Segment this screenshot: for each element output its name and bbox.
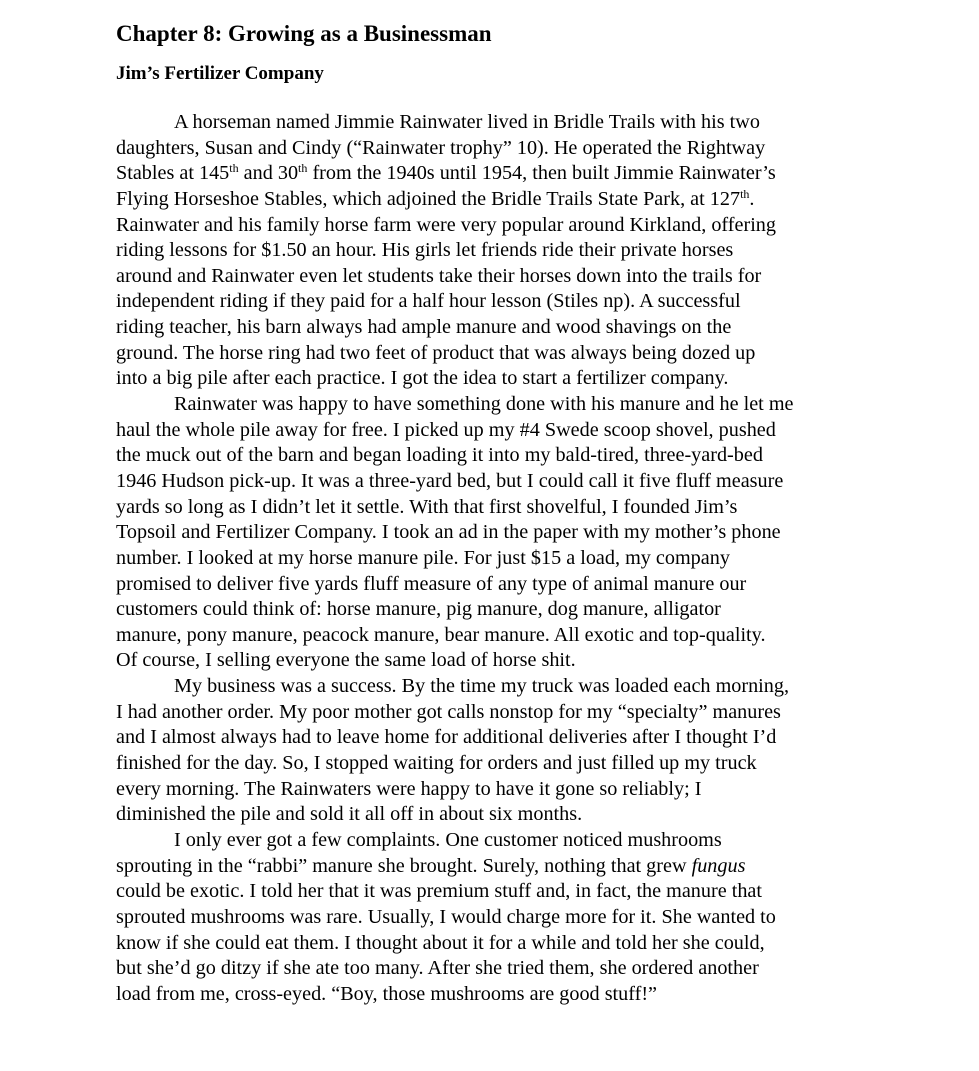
text-line xyxy=(116,572,866,598)
text-line xyxy=(116,777,866,803)
text-run: diminished the pile and sold it all off in about six months. xyxy=(116,803,583,826)
text-line xyxy=(116,802,866,828)
italic-text: fungus xyxy=(691,854,746,877)
text-line xyxy=(116,366,866,392)
text-run: Flying Horseshoe Stables, which adjoined the Bridle Trails State Park, at 127 xyxy=(116,187,741,210)
section-title: Jim’s Fertilizer Company xyxy=(116,63,324,84)
paragraph xyxy=(116,392,866,674)
text-run: Rainwater was happy to have something done with his manure and he let me xyxy=(174,393,794,416)
text-run: daughters, Susan and Cindy (“Rainwater trophy” 10). He operated the Rightway xyxy=(116,136,766,159)
ordinal-suffix: th xyxy=(740,186,750,201)
text-line xyxy=(116,623,866,649)
text-line xyxy=(116,700,866,726)
text-run: into a big pile after each practice. I got the idea to start a fertilizer company. xyxy=(116,367,729,390)
paragraph xyxy=(116,828,866,1007)
text-line xyxy=(116,828,866,854)
text-run: number. I looked at my horse manure pile. For just $15 a load, my company xyxy=(116,546,730,569)
text-line xyxy=(116,905,866,931)
text-line xyxy=(116,392,866,418)
text-run: I had another order. My poor mother got calls nonstop for my “specialty” manures xyxy=(116,700,781,723)
ordinal-suffix: th xyxy=(298,161,308,176)
text-run: A horseman named Jimmie Rainwater lived in Bridle Trails with his two xyxy=(174,111,760,133)
text-run: Of course, I selling everyone the same load of horse shit. xyxy=(116,649,576,672)
text-run: know if she could eat them. I thought about it for a while and told her she could, xyxy=(116,931,765,954)
text-line xyxy=(116,495,866,521)
text-line xyxy=(116,751,866,777)
body-text xyxy=(116,110,866,1007)
text-run: sprouting in the “rabbi” manure she brought. Surely, nothing that grew xyxy=(116,854,692,877)
paragraph xyxy=(116,110,866,392)
text-run: Stables at 145 xyxy=(116,162,230,185)
text-line xyxy=(116,238,866,264)
text-line xyxy=(116,161,866,187)
text-line xyxy=(116,187,866,213)
text-line xyxy=(116,956,866,982)
text-line xyxy=(116,597,866,623)
text-line xyxy=(116,110,866,136)
text-run: from the 1940s until 1954, then built Jimmie Rainwater’s xyxy=(307,162,776,185)
text-line xyxy=(116,982,866,1008)
text-line xyxy=(116,443,866,469)
text-run: customers could think of: horse manure, pig manure, dog manure, alligator xyxy=(116,598,721,621)
ordinal-suffix: th xyxy=(229,161,239,176)
chapter-title: Chapter 8: Growing as a Businessman xyxy=(116,21,492,46)
text-line xyxy=(116,469,866,495)
text-run: could be exotic. I told her that it was premium stuff and, in fact, the manure that xyxy=(116,880,762,903)
text-run: and I almost always had to leave home for additional deliveries after I thought I’d xyxy=(116,726,777,749)
text-line xyxy=(116,341,866,367)
text-line xyxy=(116,931,866,957)
text-line xyxy=(116,136,866,162)
text-run: . xyxy=(749,187,755,210)
paragraph xyxy=(116,674,866,828)
text-run: manure, pony manure, peacock manure, bear manure. All exotic and top-quality. xyxy=(116,623,766,646)
text-line xyxy=(116,879,866,905)
text-run: ground. The horse ring had two feet of product that was always being dozed up xyxy=(116,341,756,364)
text-run: sprouted mushrooms was rare. Usually, I would charge more for it. She wanted to xyxy=(116,905,776,928)
text-run: around and Rainwater even let students take their horses down into the trails for xyxy=(116,264,762,287)
text-run: 1946 Hudson pick-up. It was a three-yard bed, but I could call it five fluff measure xyxy=(116,469,784,492)
text-run: independent riding if they paid for a half hour lesson (Stiles np). A successful xyxy=(116,290,741,313)
text-line xyxy=(116,648,866,674)
text-line xyxy=(116,674,866,700)
text-run: finished for the day. So, I stopped waiting for orders and just filled up my truck xyxy=(116,752,757,775)
text-run: Rainwater and his family horse farm were very popular around Kirkland, offering xyxy=(116,213,776,236)
text-run: I only ever got a few complaints. One customer noticed mushrooms xyxy=(174,828,722,851)
text-line xyxy=(116,418,866,444)
text-run: but she’d go ditzy if she ate too many. After she tried them, she ordered another xyxy=(116,957,759,980)
text-run: every morning. The Rainwaters were happy to have it gone so reliably; I xyxy=(116,777,702,800)
text-run: load from me, cross-eyed. “Boy, those mushrooms are good stuff!” xyxy=(116,982,658,1005)
text-line xyxy=(116,315,866,341)
text-line xyxy=(116,520,866,546)
text-run: riding lessons for $1.50 an hour. His girls let friends ride their private horses xyxy=(116,239,734,262)
text-run: yards so long as I didn’t let it settle. With that first shovelful, I founded Jim’s xyxy=(116,495,738,518)
text-line xyxy=(116,264,866,290)
text-line xyxy=(116,725,866,751)
text-run: the muck out of the barn and began loading it into my bald-tired, three-yard-bed xyxy=(116,444,763,467)
text-line xyxy=(116,213,866,239)
text-run: Topsoil and Fertilizer Company. I took an ad in the paper with my mother’s phone xyxy=(116,521,781,544)
text-line xyxy=(116,546,866,572)
text-line xyxy=(116,289,866,315)
text-run: riding teacher, his barn always had ample manure and wood shavings on the xyxy=(116,316,732,339)
document-page xyxy=(116,18,866,1007)
text-run: and 30 xyxy=(238,162,299,185)
text-run: promised to deliver five yards fluff measure of any type of animal manure our xyxy=(116,572,747,595)
text-run: My business was a success. By the time my truck was loaded each morning, xyxy=(174,675,790,698)
text-line xyxy=(116,854,866,880)
text-run: haul the whole pile away for free. I picked up my #4 Swede scoop shovel, pushed xyxy=(116,418,776,441)
